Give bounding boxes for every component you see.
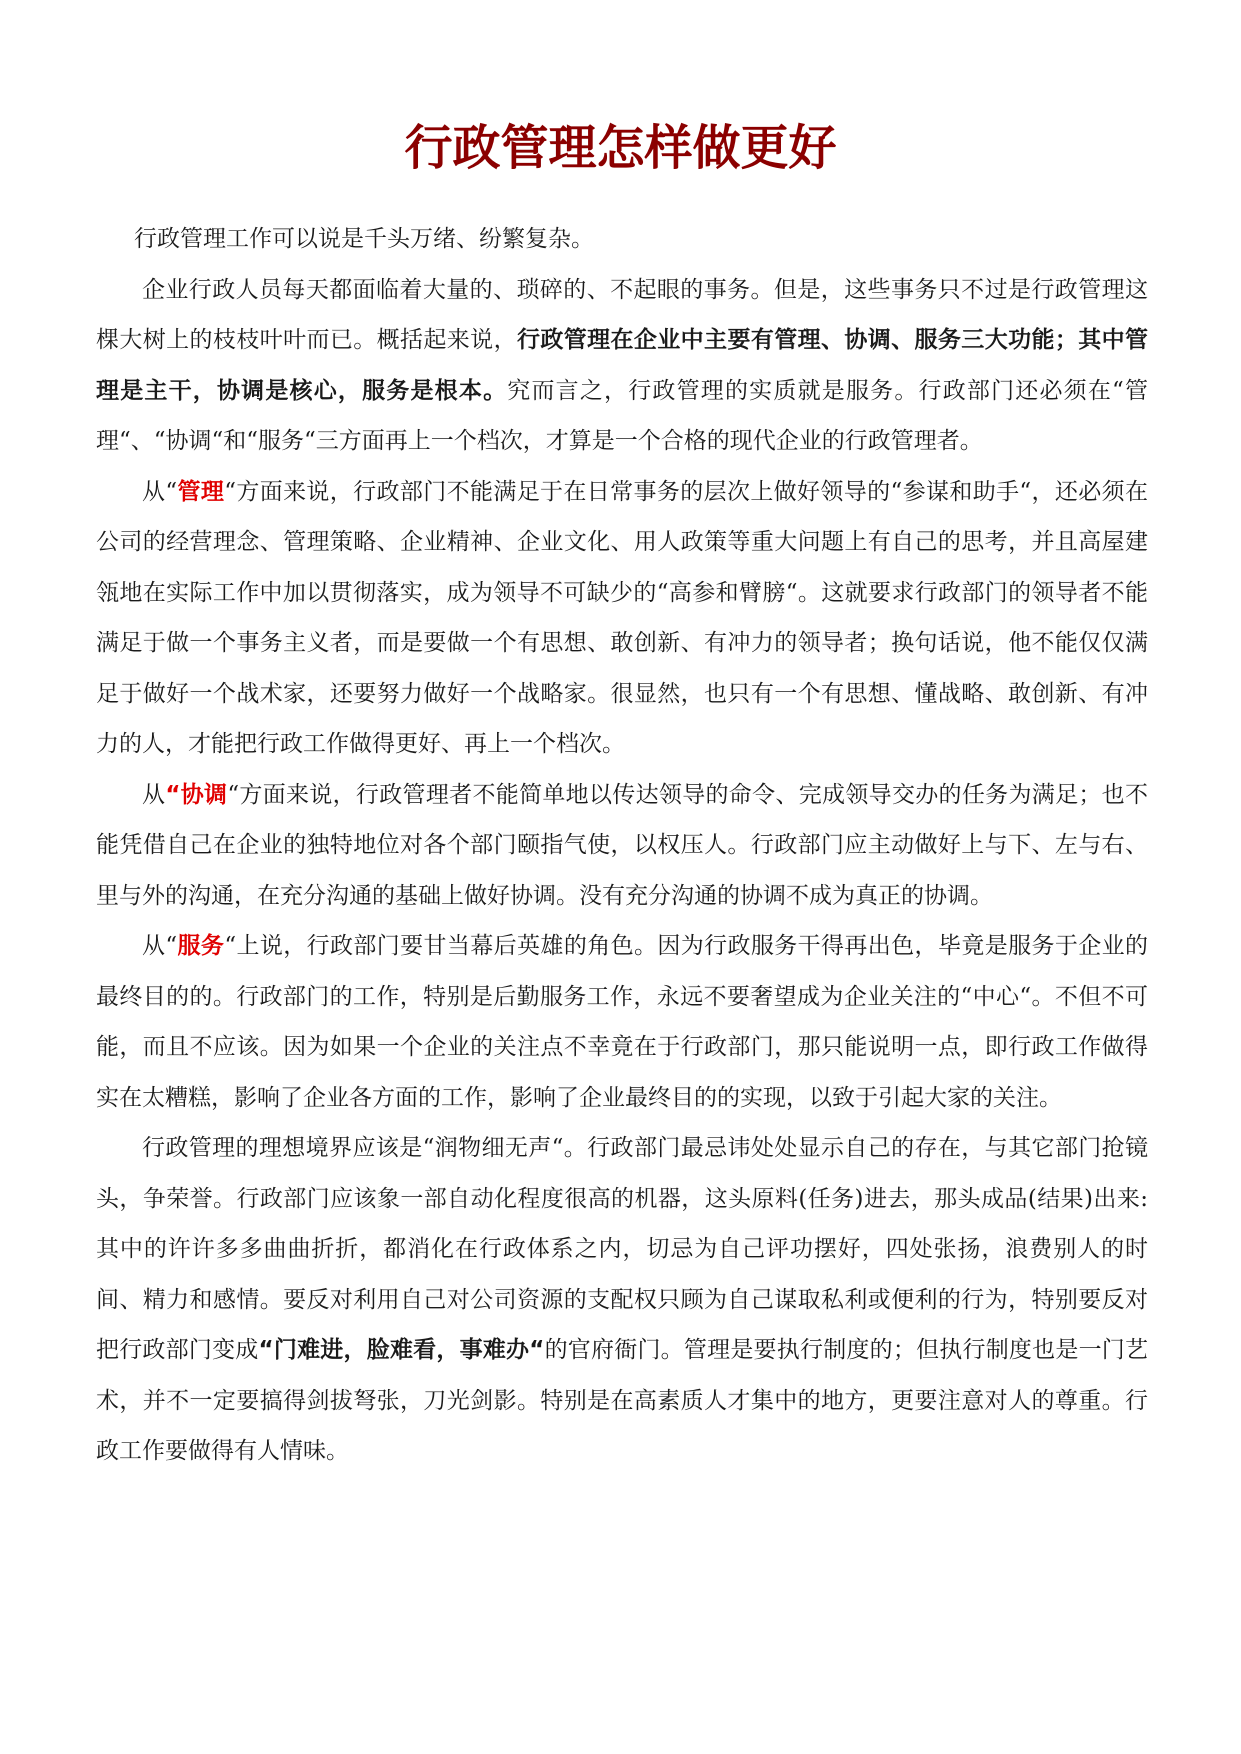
paragraph-coordination [96,770,1148,922]
paragraph-text: 究而言之，行政管理的实质就是服务。行政部门还必须在“管理“、“协调“和“服务“三方面再上一个档次，才算是一个合格的现代企业的行政管理者。 [96,377,1149,454]
page-title: 行政管理怎样做更好 [404,120,837,176]
paragraph-functions [96,265,1148,467]
keyword-highlight: 管理 [177,478,225,505]
paragraph-text: “方面来说，行政部门不能满足于在日常事务的层次上做好领导的“参谋和助手“，还必须在公司的经营理念、管理策略、企业精神、企业文化、用人政策等重大问题上有自己的思考，并且高屋建瓴地在实际工作中加以贯彻落实，成为领导不可缺少的“高参和臂膀“。这就要求行政部门的领导者不能满足于做一个事务主义者，而是要做一个有思想、敢创新、有冲力的领导者；换句话说，他不能仅仅满足于做好一个战术家，还要努力做好一个战略家。很显然，也只有一个有思想、懂战略、敢创新、有冲力的人，才能把行政工作做得更好、再上一个档次。 [96,478,1148,757]
article-body [96,214,1148,1477]
paragraph-text: 从“ [142,478,178,505]
keyword-highlight: 服务 [177,933,225,959]
paragraph-service [96,921,1148,1123]
paragraph-text: 行政管理工作可以说是千头万绪、纷繁复杂。 [134,226,594,252]
paragraph-text: 企业行政人员每天都面临着大量的、琐碎的、不起眼的事务。但是，这些事务只不过是行政管理这棵大树上的枝枝叶叶而已。概括起来说， [96,276,1148,353]
paragraph-management [96,467,1148,770]
paragraph-intro [96,214,1148,265]
paragraph-text: “方面来说，行政管理者不能简单地以传达领导的命令、完成领导交办的任务为满足；也不能凭借自己在企业的独特地位对各个部门颐指气使，以权压人。行政部门应主动做好上与下、左与右、里与外的沟通，在充分沟通的基础上做好协调。没有充分沟通的协调不成为真正的协调。 [96,781,1148,909]
paragraph-text: “上说，行政部门要甘当幕后英雄的角色。因为行政服务干得再出色，毕竟是服务于企业的最终目的的。行政部门的工作，特别是后勤服务工作，永远不要奢望成为企业关注的“中心“。不但不可能，而且不应该。因为如果一个企业的关注点不幸竟在于行政部门，那只能说明一点，即行政工作做得实在太糟糕，影响了企业各方面的工作，影响了企业最终目的的实现，以致于引起大家的关注。 [96,933,1149,1111]
paragraph-text: 的官府衙门。管理是要执行制度的；但执行制度也是一门艺术，并不一定要搞得剑拔弩张，刀光剑影。特别是在高素质人才集中的地方，更要注意对人的尊重。行政工作要做得有人情味。 [96,1337,1149,1464]
paragraph-ideal [96,1123,1148,1477]
paragraph-text: 从“ [142,933,178,959]
bold-emphasis: 行政管理在企业中主要有管理、协调、服务三大功能；其中管理是主干，协调是核心，服务是根本。 [96,327,1149,404]
keyword-highlight: “协调 [165,781,228,808]
paragraph-text: 行政管理的理想境界应该是“润物细无声“。行政部门最忌讳处处显示自己的存在，与其它部门抢镜头，争荣誉。行政部门应该象一部自动化程度很高的机器，这头原料(任务)进去，那头成品(结果)出来: 其中的许许多多曲曲折折，都消化在行政体系之内，切忌为自己评功摆好，四处张扬，浪费别人的时间、精力和感情。要反对利用自己对公司资源的支配权只顾为自己谋取私利或便利的行为，特别要反对把行政部门变成 [96,1135,1148,1363]
bold-emphasis: “门难进，脸难看，事难办“ [258,1337,545,1363]
paragraph-text: 从 [142,781,166,808]
